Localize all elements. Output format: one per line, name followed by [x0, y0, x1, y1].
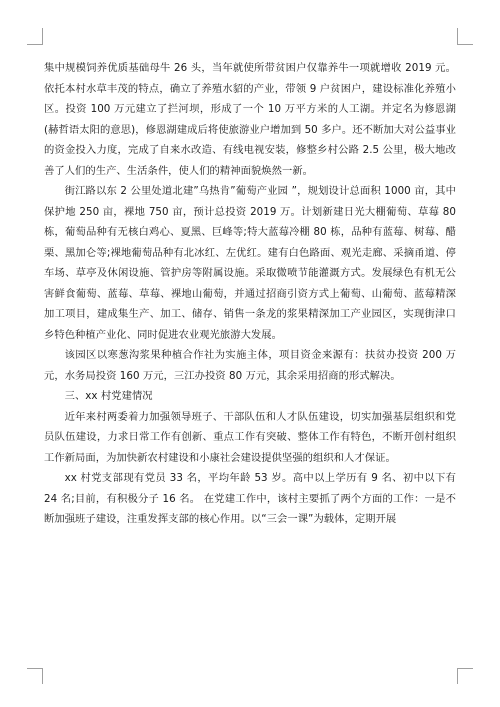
paragraph-party-building-overview: 近年来村两委着力加强领导班子、干部队伍和人才队伍建设，切实加强基层组织和党员队伍建设，力求日常工作有创新、重点工作有突破、整体工作有特色，不断开创村组织工作新局面，为加快新农村建设和小康社会建设提供坚强的组织和人才保证。 — [44, 410, 456, 464]
section-heading: 三、xx 村党建情况 — [64, 390, 153, 402]
crop-mark-bottom-right — [457, 668, 473, 669]
paragraph-grape-industrial-park: 街江路以东 2 公里处道北建”乌热肯”葡萄产业园 ”，规划设计总面积 1000 亩，其中保护地 250 亩，裸地 750 亩，预计总投资 2019 万。计划新建日光大棚葡萄、草莓 80 栋，葡萄品种有无核白鸡心、夏黑、巨峰等;特大蓝莓冷棚 80 栋，品种有蓝莓、树莓、醋栗、黑加仑等;裸地葡萄品种有北冰红、左优红。建有白色路面、观光走廊、采摘甬道、停车场、草亭及休闲设施、管护房等附属设施。采取微喷节能灌溉方式。发展绿色有机无公害鲜食葡萄、蓝莓、草莓、裸地山葡萄，并通过招商引资方式上葡萄、山葡萄、蓝莓精深加工项目，建成集生产、加工、储存、销售一条龙的浆果精深加工产业园区，实现街津口乡特色种植产业化、同时促进农业观光旅游大发展。 — [44, 185, 456, 341]
crop-mark-top-right — [457, 44, 473, 45]
crop-mark-bottom-right — [457, 668, 458, 684]
crop-mark-top-left — [27, 44, 43, 45]
crop-mark-top-left — [42, 28, 43, 44]
crop-mark-bottom-left — [27, 668, 43, 669]
paragraph-party-branch-members: xx 村党支部现有党员 33 名，平均年龄 53 岁。高中以上学历有 9 名、初中以下有 24 名;目前，有积极分子 16 名。 在党建工作中，该村主要抓了两个方面的工作：一是不断加强班子建设，注重发挥支部的核心作用。以“三会一课”为载体，定期开展 — [44, 472, 456, 525]
document-body — [44, 58, 456, 530]
paragraph-continuation: 集中规模饲养优质基础母牛 26 头，当年就使所带贫困户仅靠养牛一项就增收 2019 元。依托本村水草丰茂的特点，确立了养殖水貂的产业，带领 9 户贫困户，建设标准化养殖小区。投资 100 万元建立了拦河坝，形成了一个 10 万平方米的人工湖。并定名为修恩湖(赫哲语太阳的意思)，修恩湖建成后将使旅游业户增加到 50 多户。还不断加大对公益事业的资金投入力度，完成了自来水改造、有线电视安装，修整乡村公路 2.5 公里，极大地改善了人们的生产、生活条件，使人们的精神面貌焕然一新。 — [44, 62, 456, 177]
crop-mark-bottom-left — [42, 668, 43, 684]
crop-mark-top-right — [457, 28, 458, 44]
paragraph-funding-sources: 该园区以寒葱沟浆果种植合作社为实施主体，项目资金来源有：扶贫办投资 200 万元，水务局投资 160 万元，三江办投资 80 万元，其余采用招商的形式解决。 — [44, 349, 456, 382]
